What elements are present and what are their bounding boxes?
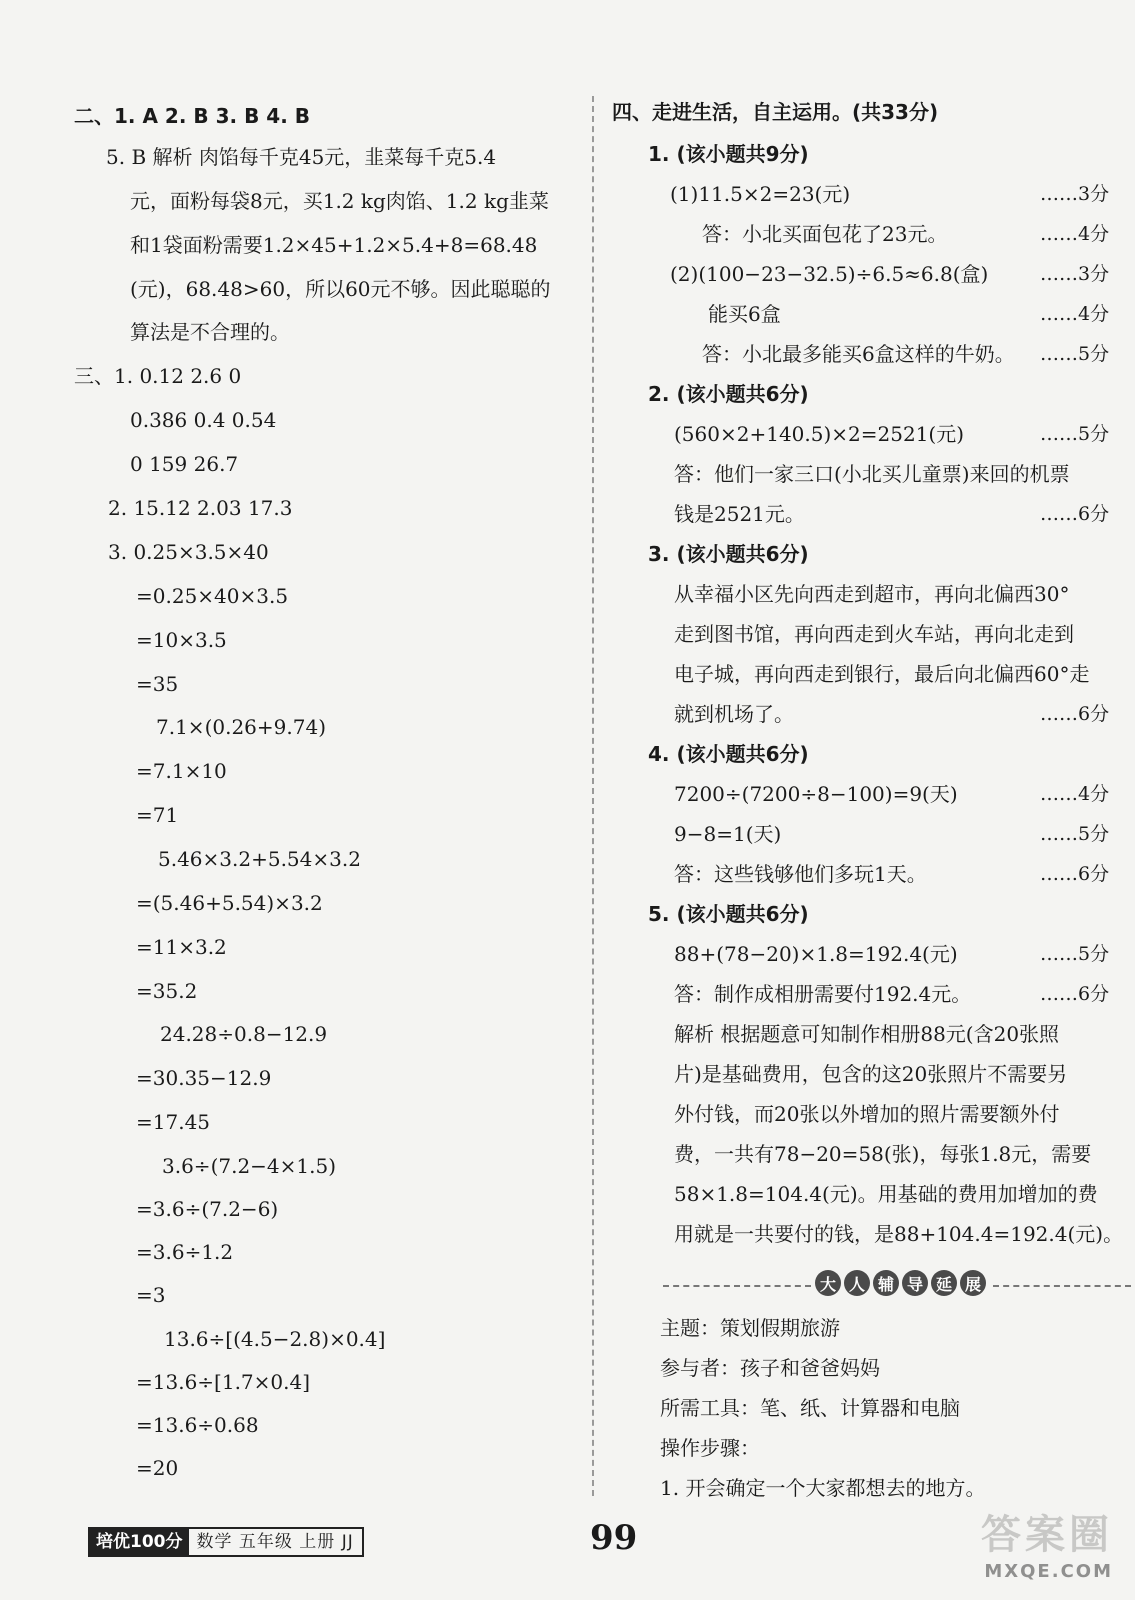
score-mark: ……6分 bbox=[1040, 703, 1110, 725]
parent-guide-header bbox=[663, 1270, 1131, 1300]
answer-line: 13.6÷[(4.5−2.8)×0.4] bbox=[164, 1327, 386, 1351]
answer-line: 0 159 26.7 bbox=[130, 452, 239, 476]
answer-line: =35.2 bbox=[136, 979, 198, 1003]
answer-line: =10×3.5 bbox=[136, 628, 227, 652]
score-mark: ……5分 bbox=[1040, 423, 1110, 445]
answer-line: =17.45 bbox=[136, 1110, 211, 1134]
watermark-logo: 答案圈 bbox=[981, 1512, 1113, 1558]
solution-line: 答：小北买面包花了23元。 bbox=[702, 222, 948, 246]
parent-guide-title bbox=[815, 1270, 986, 1296]
answer-line: 3.6÷(7.2−4×1.5) bbox=[162, 1154, 337, 1178]
solution-line: 7200÷(7200÷8−100)=9(天) bbox=[674, 782, 958, 806]
score-mark: ……6分 bbox=[1040, 983, 1110, 1005]
footer-book-label bbox=[88, 1527, 364, 1557]
divider-rule bbox=[663, 1285, 811, 1287]
title-char-badge: 辅 bbox=[873, 1270, 899, 1296]
answer-line: 3. 0.25×3.5×40 bbox=[108, 540, 269, 564]
solution-line: 1. (该小题共9分) bbox=[648, 142, 809, 166]
score-mark: ……6分 bbox=[1040, 503, 1110, 525]
answer-line: 算法是不合理的。 bbox=[130, 320, 290, 344]
answer-line: 2. 15.12 2.03 17.3 bbox=[108, 496, 293, 520]
guide-line: 参与者：孩子和爸爸妈妈 bbox=[660, 1356, 880, 1380]
answer-line: =13.6÷[1.7×0.4] bbox=[136, 1370, 311, 1394]
answer-line: =3.6÷(7.2−6) bbox=[136, 1197, 279, 1221]
solution-line: 费，一共有78−20=58(张)，每张1.8元，需要 bbox=[674, 1142, 1092, 1166]
answer-line: =20 bbox=[136, 1456, 179, 1480]
solution-line: 片)是基础费用，包含的这20张照片不需要另 bbox=[674, 1062, 1068, 1086]
solution-line: 答：他们一家三口(小北买儿童票)来回的机票 bbox=[674, 462, 1070, 486]
solution-line: 从幸福小区先向西走到超市，再向北偏西30° bbox=[674, 582, 1070, 606]
solution-line: (1)11.5×2=23(元) bbox=[670, 182, 851, 206]
solution-line: 答：小北最多能买6盒这样的牛奶。 bbox=[702, 342, 1015, 366]
solution-line: 2. (该小题共6分) bbox=[648, 382, 809, 406]
score-mark: ……5分 bbox=[1040, 823, 1110, 845]
answer-line: 24.28÷0.8−12.9 bbox=[160, 1022, 328, 1046]
answer-line: =3 bbox=[136, 1283, 166, 1307]
solution-line: (2)(100−23−32.5)÷6.5≈6.8(盒) bbox=[670, 262, 989, 286]
guide-line: 主题：策划假期旅游 bbox=[660, 1316, 840, 1340]
answer-line: 和1袋面粉需要1.2×45+1.2×5.4+8=68.48 bbox=[130, 233, 538, 257]
solution-line: 能买6盒 bbox=[708, 302, 781, 326]
answer-line: 5. B 解析 肉馅每千克45元，韭菜每千克5.4 bbox=[106, 145, 497, 169]
title-char-badge: 人 bbox=[844, 1270, 870, 1296]
score-mark: ……6分 bbox=[1040, 863, 1110, 885]
score-mark: ……4分 bbox=[1040, 783, 1110, 805]
solution-line: 钱是2521元。 bbox=[674, 502, 805, 526]
solution-line: 5. (该小题共6分) bbox=[648, 902, 809, 926]
answer-line: =71 bbox=[136, 803, 179, 827]
title-char-badge: 展 bbox=[960, 1270, 986, 1296]
solution-line: 3. (该小题共6分) bbox=[648, 542, 809, 566]
solution-line: 答：制作成相册需要付192.4元。 bbox=[674, 982, 972, 1006]
solution-line: 走到图书馆，再向西走到火车站，再向北走到 bbox=[674, 622, 1074, 646]
answer-line: 二、1. A 2. B 3. B 4. B bbox=[74, 104, 311, 128]
solution-line: 就到机场了。 bbox=[674, 702, 794, 726]
watermark-url: MXQE.COM bbox=[984, 1561, 1113, 1582]
answer-line: 7.1×(0.26+9.74) bbox=[156, 715, 326, 739]
score-mark: ……4分 bbox=[1040, 223, 1110, 245]
guide-line: 操作步骤： bbox=[660, 1436, 760, 1460]
solution-line: 答：这些钱够他们多玩1天。 bbox=[674, 862, 927, 886]
solution-line: 电子城，再向西走到银行，最后向北偏西60°走 bbox=[674, 662, 1090, 686]
solution-line: 用就是一共要付的钱，是88+104.4=192.4(元)。 bbox=[674, 1222, 1124, 1246]
solution-line: 四、走进生活，自主运用。(共33分) bbox=[612, 100, 939, 124]
title-char-badge: 大 bbox=[815, 1270, 841, 1296]
solution-line: 外付钱，而20张以外增加的照片需要额外付 bbox=[674, 1102, 1060, 1126]
solution-line: (560×2+140.5)×2=2521(元) bbox=[674, 422, 965, 446]
brand-name: 培优100分 bbox=[90, 1529, 189, 1555]
solution-line: 解析 根据题意可知制作相册88元(含20张照 bbox=[674, 1022, 1060, 1046]
answer-line: 5.46×3.2+5.54×3.2 bbox=[158, 847, 361, 871]
solution-line: 4. (该小题共6分) bbox=[648, 742, 809, 766]
answer-line: =7.1×10 bbox=[136, 759, 227, 783]
guide-line: 所需工具：笔、纸、计算器和电脑 bbox=[660, 1396, 960, 1420]
answer-line: (元)，68.48>60，所以60元不够。因此聪聪的 bbox=[130, 277, 551, 301]
answer-line: =0.25×40×3.5 bbox=[136, 584, 289, 608]
title-char-badge: 导 bbox=[902, 1270, 928, 1296]
score-mark: ……3分 bbox=[1040, 263, 1110, 285]
answer-line: 0.386 0.4 0.54 bbox=[130, 408, 277, 432]
answer-line: =13.6÷0.68 bbox=[136, 1413, 259, 1437]
title-char-badge: 延 bbox=[931, 1270, 957, 1296]
answer-line: 三、1. 0.12 2.6 0 bbox=[74, 364, 242, 388]
solution-line: 58×1.8=104.4(元)。用基础的费用加增加的费 bbox=[674, 1182, 1098, 1206]
score-mark: ……5分 bbox=[1040, 943, 1110, 965]
answer-line: =35 bbox=[136, 672, 179, 696]
answer-line: =(5.46+5.54)×3.2 bbox=[136, 891, 323, 915]
answer-line: =11×3.2 bbox=[136, 935, 227, 959]
page-number: 99 bbox=[590, 1518, 638, 1558]
divider-rule bbox=[993, 1285, 1131, 1287]
answer-line: =3.6÷1.2 bbox=[136, 1240, 234, 1264]
answer-line: 元，面粉每袋8元，买1.2 kg肉馅、1.2 kg韭菜 bbox=[130, 189, 549, 213]
answer-line: =30.35−12.9 bbox=[136, 1066, 272, 1090]
column-divider bbox=[592, 96, 594, 1496]
guide-line: 1. 开会确定一个大家都想去的地方。 bbox=[660, 1476, 986, 1500]
score-mark: ……3分 bbox=[1040, 183, 1110, 205]
score-mark: ……4分 bbox=[1040, 303, 1110, 325]
score-mark: ……5分 bbox=[1040, 343, 1110, 365]
solution-line: 9−8=1(天) bbox=[674, 822, 782, 846]
solution-line: 88+(78−20)×1.8=192.4(元) bbox=[674, 942, 958, 966]
book-info: 数学 五年级 上册 JJ bbox=[196, 1532, 354, 1552]
